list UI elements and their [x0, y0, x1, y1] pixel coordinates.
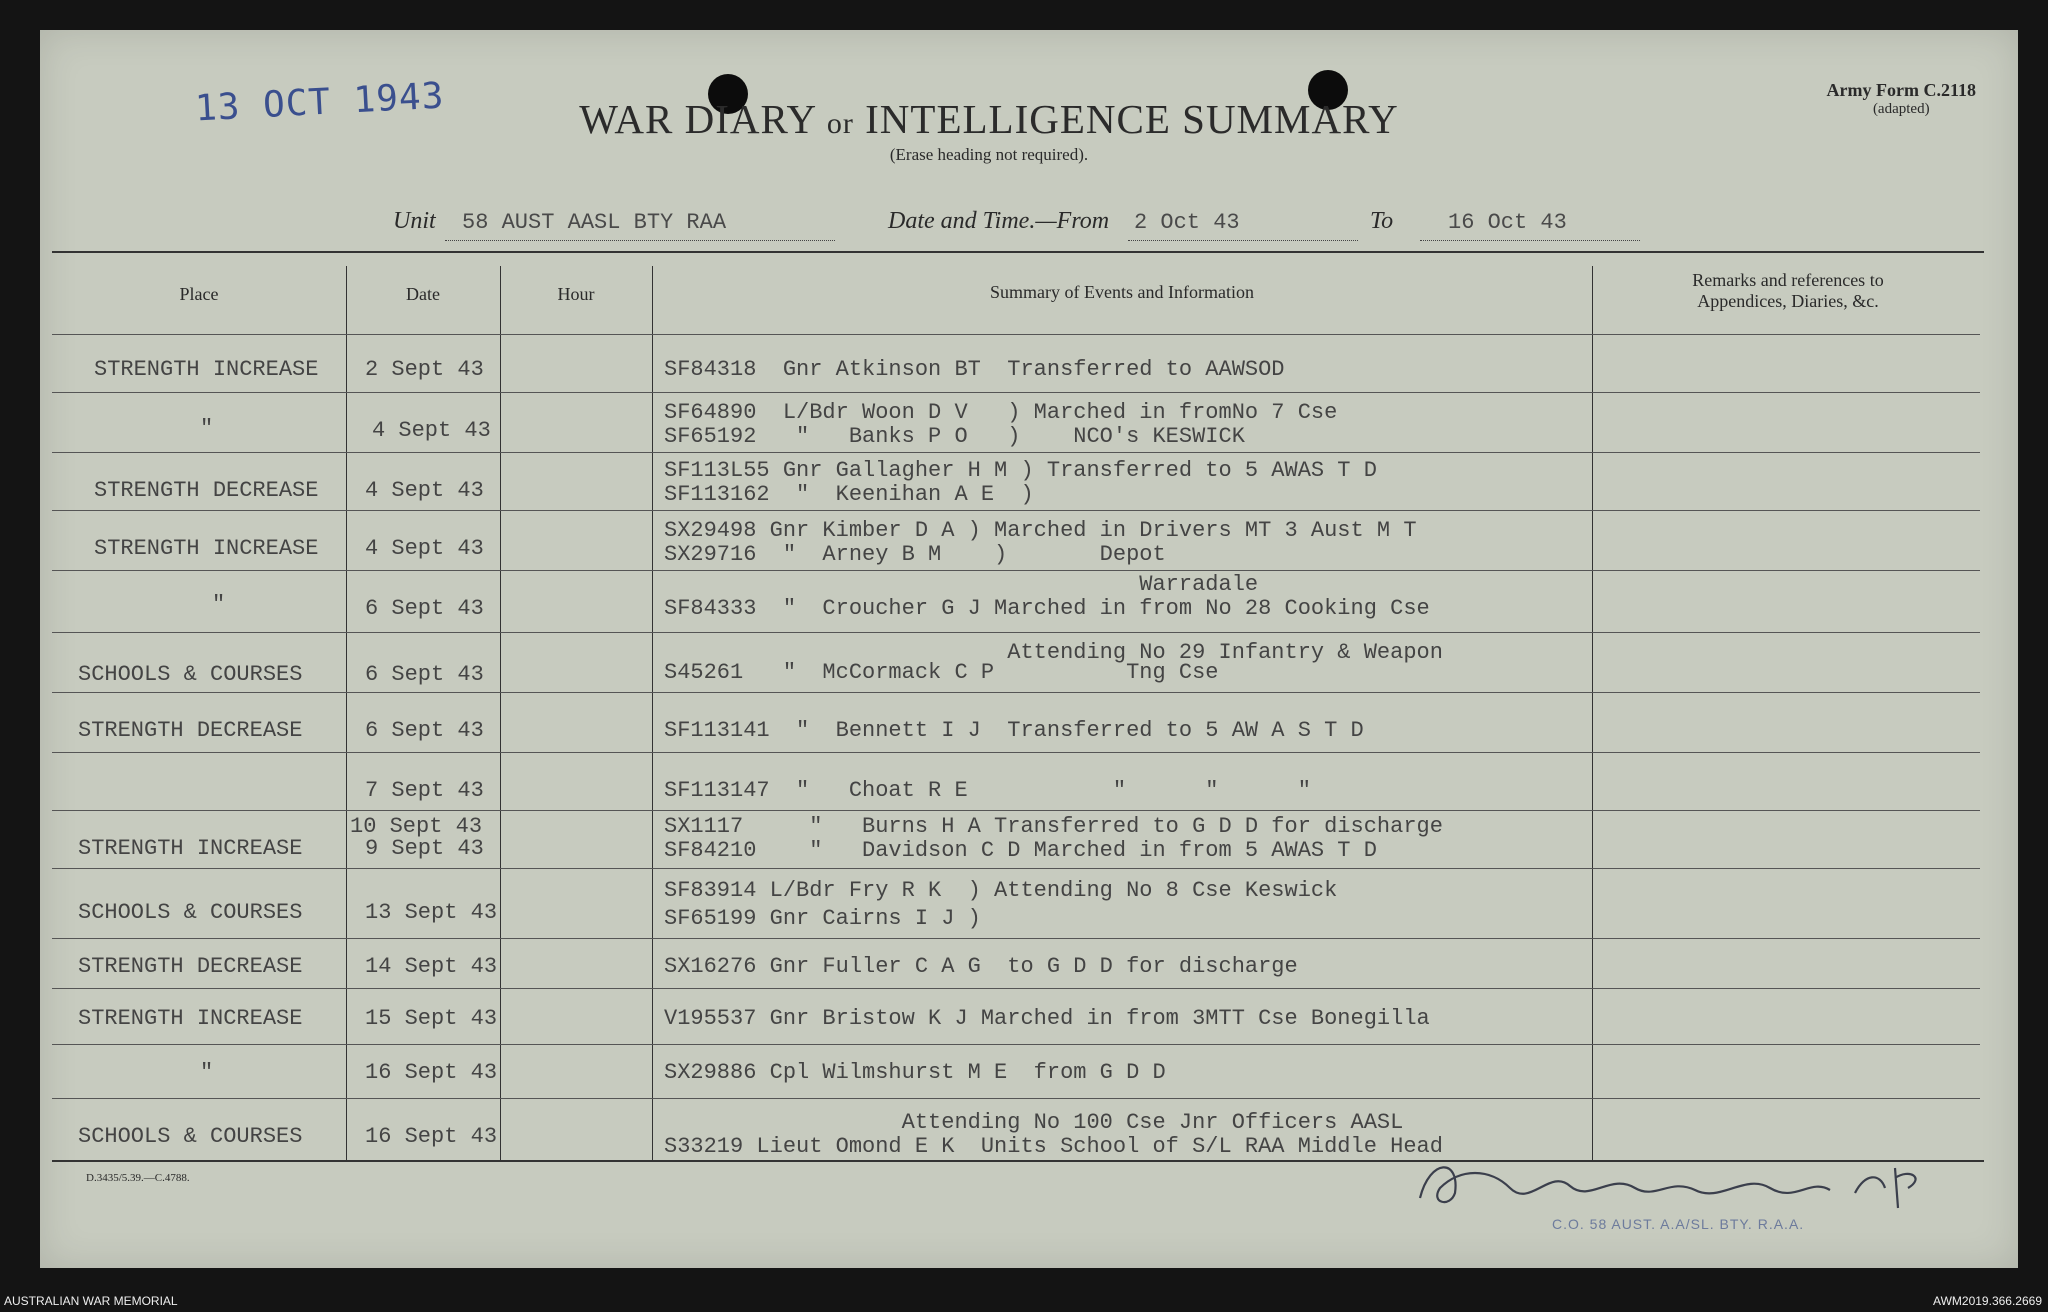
- army-form-reference: [1827, 80, 1976, 118]
- row-date: 16 Sept 43: [365, 1124, 498, 1149]
- column-header-date: Date: [406, 284, 440, 304]
- commanding-officer-signature: [1400, 1148, 1960, 1223]
- row-place: STRENGTH INCREASE: [78, 1006, 303, 1031]
- row-date: 13 Sept 43: [365, 900, 498, 925]
- signature-scribble: [1400, 1148, 1960, 1218]
- unit-value: 58 AUST AASL BTY RAA: [462, 210, 727, 235]
- row-divider: [52, 510, 1980, 511]
- form-adapted: (adapted): [1872, 101, 1930, 117]
- row-divider: [52, 988, 1980, 989]
- col-divider-summary: [1592, 266, 1593, 1160]
- row-place: SCHOOLS & COURSES: [78, 662, 303, 687]
- row-place: SCHOOLS & COURSES: [78, 900, 303, 925]
- row-divider: [52, 938, 1980, 939]
- row-date: 4 Sept 43: [372, 418, 491, 443]
- row-summary-line: SF113147 " Choat R E " " ": [664, 778, 1311, 803]
- row-date: 16 Sept 43: [365, 1060, 498, 1085]
- row-summary-line: Attending No 29 Infantry & Weapon: [664, 640, 1443, 665]
- archive-caption: AUSTRALIAN WAR MEMORIAL: [4, 1294, 178, 1308]
- row-divider: [52, 868, 1980, 869]
- row-summary-line: Warradale: [664, 572, 1259, 597]
- row-summary-line: SF84333 " Croucher G J Marched in from No 28 Cooking Cse: [664, 596, 1430, 621]
- row-place: ": [212, 592, 226, 617]
- col-divider-date: [500, 266, 501, 1160]
- row-summary-line: SF113L55 Gnr Gallagher H M ) Transferred to 5 AWAS T D: [664, 458, 1377, 483]
- column-header-summary: Summary of Events and Information: [990, 282, 1254, 302]
- row-date: 7 Sept 43: [365, 778, 484, 803]
- row-divider: [52, 810, 1980, 811]
- row-divider: [52, 1098, 1980, 1099]
- column-header-place: Place: [179, 284, 219, 304]
- row-date: 10 Sept 43: [350, 814, 483, 839]
- received-date-stamp: 13 OCT 1943: [194, 75, 446, 130]
- row-date: 6 Sept 43: [365, 596, 484, 621]
- row-date: 6 Sept 43: [365, 662, 484, 687]
- title-war-diary: WAR DIARY: [579, 96, 816, 142]
- row-date: 4 Sept 43: [365, 536, 484, 561]
- row-summary-line: V195537 Gnr Bristow K J Marched in from 3MTT Cse Bonegilla: [664, 1006, 1430, 1031]
- col-divider-place: [346, 266, 347, 1160]
- header-underline: [52, 334, 1980, 335]
- row-summary-line: S45261 " McCormack C P Tng Cse: [664, 660, 1219, 685]
- row-place: ": [200, 416, 214, 441]
- row-divider: [52, 1044, 1980, 1045]
- row-place: STRENGTH DECREASE: [94, 478, 319, 503]
- row-date: 2 Sept 43: [365, 357, 484, 382]
- row-summary-line: SX1117 " Burns H A Transferred to G D D for discharge: [664, 814, 1443, 839]
- row-divider: [52, 452, 1980, 453]
- date-from-label: Date and Time.—From: [888, 208, 1110, 234]
- form-number: Army Form C.2118: [1826, 80, 1976, 100]
- title-intelligence-summary: INTELLIGENCE SUMMARY: [865, 96, 1399, 142]
- remarks-header-line-2: Appendices, Diaries, &c.: [1697, 291, 1879, 311]
- row-summary-line: SF113141 " Bennett I J Transferred to 5 AW A S T D: [664, 718, 1364, 743]
- row-summary-line: S33219 Lieut Omond E K Units School of S/L RAA Middle Head: [664, 1134, 1443, 1159]
- row-place: STRENGTH DECREASE: [78, 954, 303, 979]
- row-date: 14 Sept 43: [365, 954, 498, 979]
- row-date: 15 Sept 43: [365, 1006, 498, 1031]
- row-place: STRENGTH INCREASE: [78, 836, 303, 861]
- row-summary-line: SF65192 " Banks P O ) NCO's KESWICK: [664, 424, 1245, 449]
- row-summary-line: SF83914 L/Bdr Fry R K ) Attending No 8 Cse Keswick: [664, 878, 1338, 903]
- date-from-value: 2 Oct 43: [1134, 210, 1240, 235]
- row-divider: [52, 632, 1980, 633]
- row-divider: [52, 692, 1980, 693]
- unit-label: Unit: [393, 208, 436, 234]
- column-header-remarks: [1592, 270, 1984, 312]
- row-divider: [52, 392, 1980, 393]
- remarks-header-line-1: Remarks and references to: [1692, 270, 1884, 290]
- archive-reference: AWM2019.366.2669: [1933, 1294, 2042, 1308]
- row-date: 6 Sept 43: [365, 718, 484, 743]
- row-summary-line: SF64890 L/Bdr Woon D V ) Marched in fromNo 7 Cse: [664, 400, 1338, 425]
- row-place: STRENGTH DECREASE: [78, 718, 303, 743]
- row-place: ": [200, 1060, 214, 1085]
- row-summary-line: SF84318 Gnr Atkinson BT Transferred to AAWSOD: [664, 357, 1285, 382]
- co-stamp: C.O. 58 AUST. A.A/SL. BTY. R.A.A.: [1552, 1216, 1805, 1232]
- row-place: SCHOOLS & COURSES: [78, 1124, 303, 1149]
- row-place: STRENGTH INCREASE: [94, 357, 319, 382]
- table-top-rule: [52, 251, 1984, 253]
- row-date: 4 Sept 43: [365, 478, 484, 503]
- row-summary-line: SX29886 Cpl Wilmshurst M E from G D D: [664, 1060, 1166, 1085]
- row-summary-line: SX29716 " Arney B M ) Depot: [664, 542, 1166, 567]
- unit-dotted-line: [445, 240, 835, 241]
- date-to-label: To: [1370, 208, 1394, 234]
- row-summary-line: Attending No 100 Cse Jnr Officers AASL: [664, 1110, 1404, 1135]
- title-or: or: [826, 107, 854, 140]
- column-header-hour: Hour: [557, 284, 595, 304]
- row-divider: [52, 752, 1980, 753]
- title-subtitle: (Erase heading not required).: [889, 145, 1089, 164]
- date-from-dotted-line: [1128, 240, 1358, 241]
- row-summary-line: SF65199 Gnr Cairns I J ): [664, 906, 981, 931]
- col-divider-hour: [652, 266, 653, 1160]
- row-place: STRENGTH INCREASE: [94, 536, 319, 561]
- page-title: [0, 95, 1978, 165]
- row-summary-line: SX29498 Gnr Kimber D A ) Marched in Drivers MT 3 Aust M T: [664, 518, 1417, 543]
- row-date-secondary: 9 Sept 43: [365, 836, 484, 861]
- row-divider: [52, 570, 1980, 571]
- date-to-value: 16 Oct 43: [1448, 210, 1567, 235]
- date-to-dotted-line: [1420, 240, 1640, 241]
- row-summary-line: SF84210 " Davidson C D Marched in from 5 AWAS T D: [664, 838, 1377, 863]
- row-summary-line: SX16276 Gnr Fuller C A G to G D D for discharge: [664, 954, 1298, 979]
- row-summary-line: SF113162 " Keenihan A E ): [664, 482, 1034, 507]
- form-print-code: D.3435/5.39.—C.4788.: [86, 1172, 190, 1184]
